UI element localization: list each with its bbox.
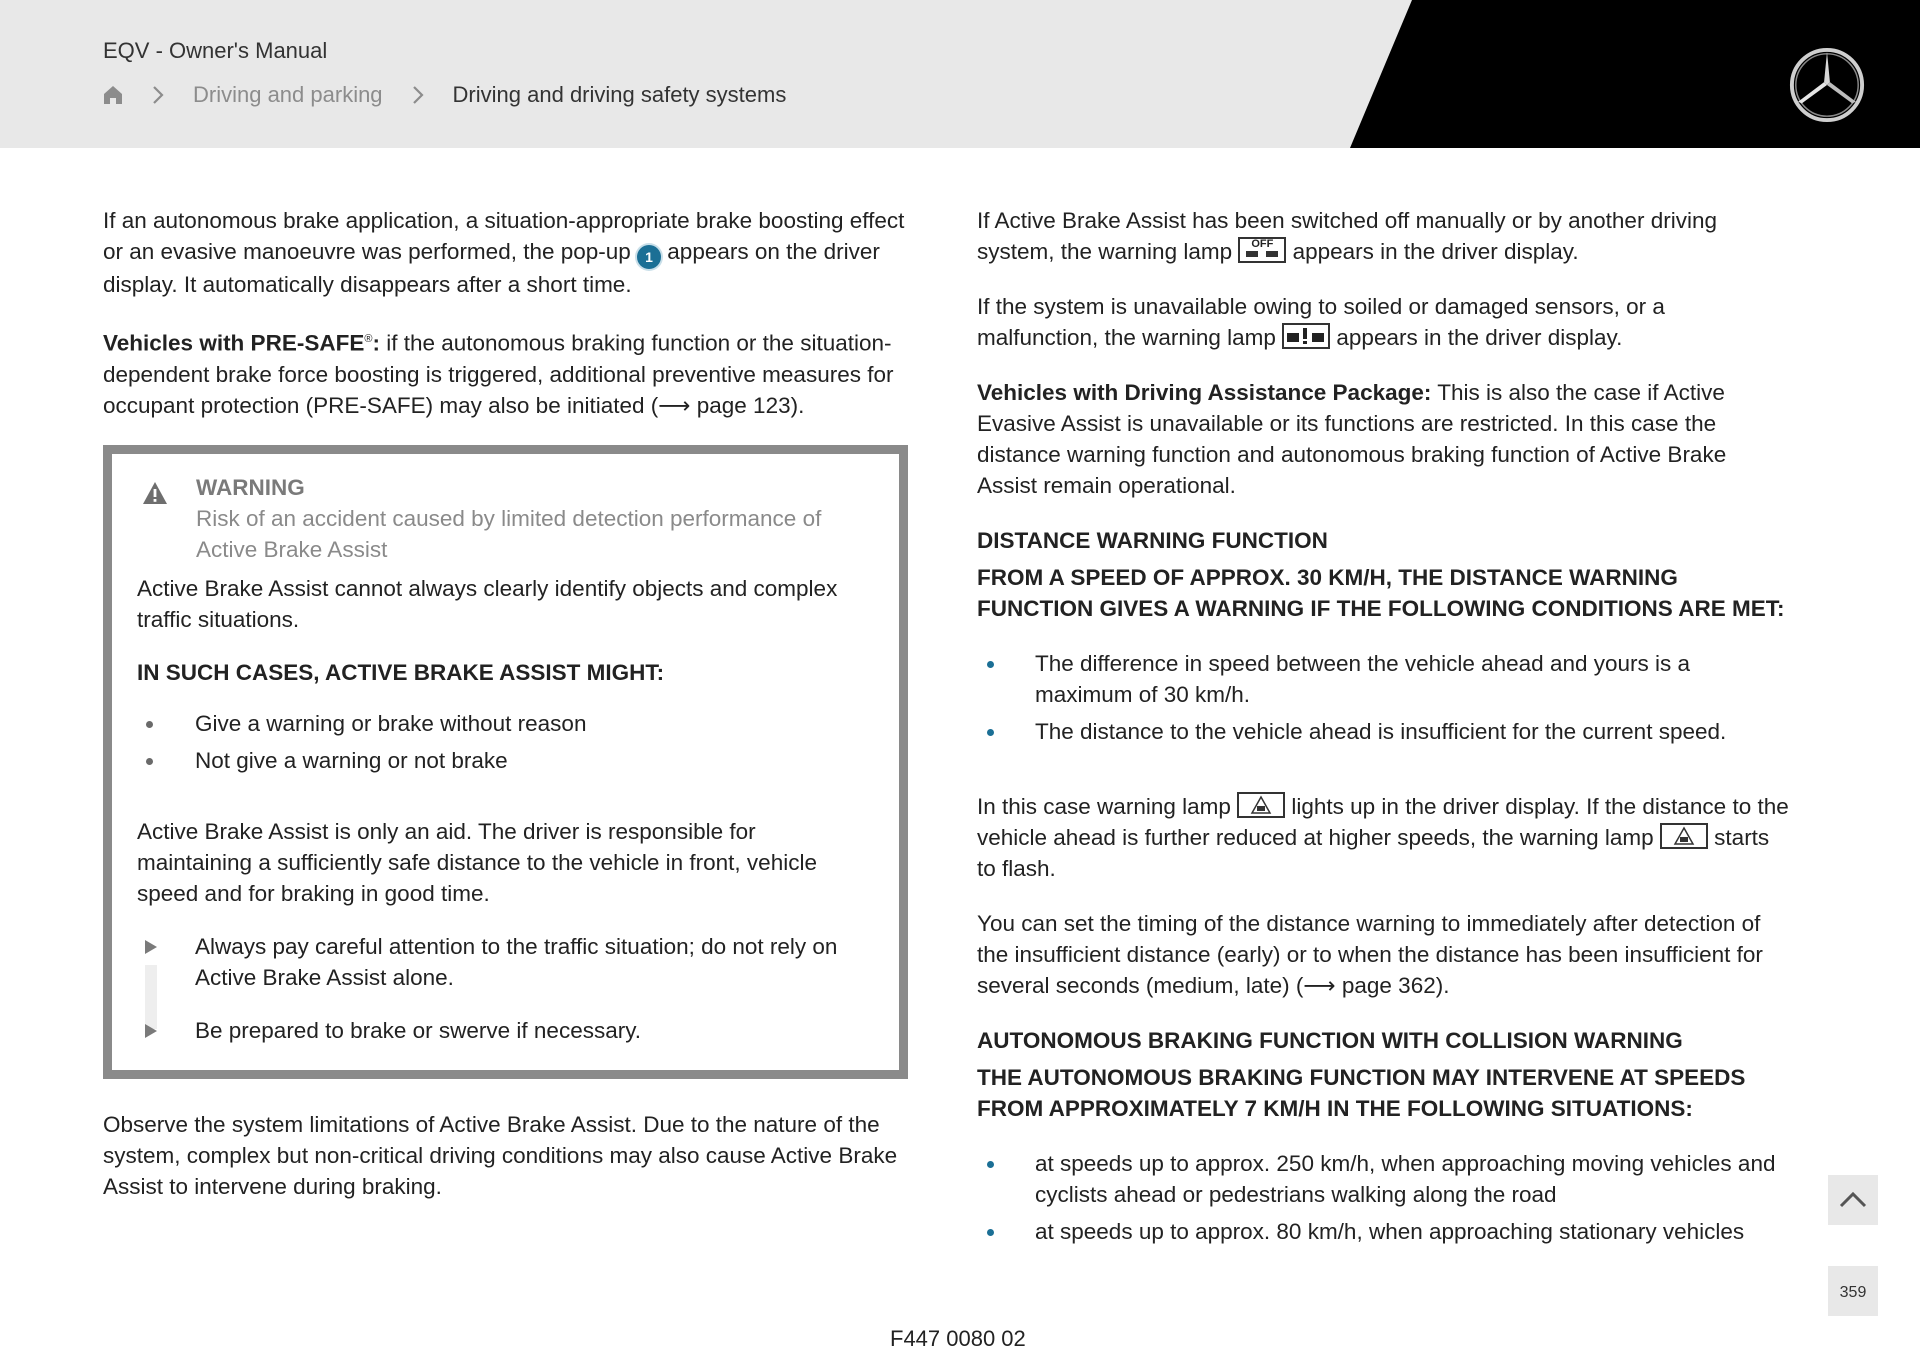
document-title: EQV - Owner's Manual [103,38,328,63]
breadcrumb-item-current: Driving and driving safety systems [452,82,787,107]
text: If Active Brake Assist has been switched off manually or by another driving system, the warning lamp [977,208,1717,264]
page-number-button[interactable]: 359 [1828,1266,1878,1316]
step-item [137,931,875,993]
warning-bullets [137,708,875,776]
list-item: The difference in speed between the vehicle ahead and yours is a maximum of 30 km/h. [977,648,1789,710]
paragraph-popup [103,205,908,300]
abs-off-warning-lamp-icon [1238,237,1286,263]
paragraph-switched-off [977,205,1789,267]
step-arrow-icon [145,940,157,954]
bold-lead: Vehicles with Driving Assistance Package: [977,380,1432,405]
list-item: Give a warning or brake without reason [137,708,875,739]
chevron-right-icon [411,85,425,105]
chevron-up-icon [1828,1175,1878,1225]
document-code: F447 0080 02 [890,1326,1026,1351]
chevron-right-icon [151,85,165,105]
bold-lead: Vehicles with PRE-SAFE [103,330,365,356]
text: lights up in the driver display. If the distance to the vehicle ahead is further reduced at higher speeds, the warning lamp [977,794,1789,850]
step-text: Be prepared to brake or swerve if necessary. [195,1017,642,1043]
autonomous-braking-bullets [977,1148,1789,1247]
home-icon[interactable] [103,85,123,105]
list-item: at speeds up to approx. 250 km/h, when approaching moving vehicles and cyclists ahead or pedestrians walking along the road [977,1148,1789,1210]
registered-mark: ® [364,333,373,345]
text: This is also the case if Active Evasive Assist is unavailable or its functions are restricted. In this case the distance warning function and autonomous braking function of Active Brake Assist remain operational. [977,380,1727,498]
warning-title: WARNING [196,474,305,500]
left-column [103,205,908,1226]
step-item [137,1015,875,1046]
header-bar [0,0,1920,148]
colon: : [372,330,380,356]
paragraph-timing: You can set the timing of the distance warning to immediately after detection of the insufficient distance (early) or to when the distance has been insufficient for several seconds (medium, late) (⟶ page 362). [977,911,1763,998]
distance-warning-lamp-icon [1237,792,1285,818]
heading-autonomous-braking: AUTONOMOUS BRAKING FUNCTION WITH COLLISION WARNING [977,1028,1683,1053]
abs-malfunction-warning-lamp-icon [1282,323,1330,349]
text: If the system is unavailable owing to soiled or damaged sensors, or a malfunction, the warning lamp [977,294,1665,350]
warning-body: Active Brake Assist is only an aid. The driver is responsible for maintaining a sufficiently safe distance to the vehicle in front, vehicle speed and for braking in good time. [137,818,817,906]
heading-distance-warning-conditions: FROM A SPEED OF APPROX. 30 KM/H, THE DISTANCE WARNING FUNCTION GIVES A WARNING IF THE FOLLOWING CONDITIONS ARE MET: [977,565,1785,621]
list-item: at speeds up to approx. 80 km/h, when approaching stationary vehicles [977,1216,1789,1247]
warning-subtitle: Risk of an accident caused by limited detection performance of Active Brake Assist [196,505,822,562]
text: appears in the driver display. [1286,239,1579,264]
list-item: Not give a warning or not brake [137,745,875,776]
warning-box [103,445,908,1079]
distance-warning-bullets [977,648,1789,747]
heading-distance-warning: DISTANCE WARNING FUNCTION [977,528,1328,553]
list-item: The distance to the vehicle ahead is insufficient for the current speed. [977,716,1789,747]
three-pointed-star-logo [1788,46,1866,124]
lamp-label: OFF [1251,238,1274,250]
scroll-to-top-button[interactable] [1828,1175,1878,1225]
heading-autonomous-braking-situations: THE AUTONOMOUS BRAKING FUNCTION MAY INTERVENE AT SPEEDS FROM APPROXIMATELY 7 KM/H IN THE FOLLOWING SITUATIONS: [977,1065,1746,1121]
step-text: Always pay careful attention to the traffic situation; do not rely on Active Brake Assist alone. [195,933,838,990]
text: starts to flash. [977,825,1770,881]
warning-triangle-icon [142,480,168,506]
warning-heading: IN SUCH CASES, ACTIVE BRAKE ASSIST MIGHT: [137,659,665,685]
text: In this case warning lamp [977,794,1238,819]
step-arrow-icon [145,1024,157,1038]
warning-header [137,472,875,565]
popup-number-icon: 1 [637,245,661,269]
paragraph-system-limitations: Observe the system limitations of Active Brake Assist. Due to the nature of the system, complex but non-critical driving conditions may also cause Active Brake Assist to intervene during braking. [103,1111,898,1199]
paragraph-pre-safe [103,324,908,421]
paragraph-warning-lamp [977,791,1789,884]
distance-warning-lamp-icon [1660,823,1708,849]
paragraph-driving-assistance [977,377,1789,501]
paragraph-unavailable [977,291,1789,353]
text: If an autonomous brake application, a situation-appropriate brake boosting effect or an evasive manoeuvre was performed, the pop-up [103,208,905,264]
warning-intro: Active Brake Assist cannot always clearly identify objects and complex traffic situations. [137,575,838,632]
warning-steps [137,931,875,1046]
text: if the autonomous braking function or the situation-dependent brake force boosting is triggered, additional preventive measures for occupant protection (PRE-SAFE) may also be initiated (⟶ page 123). [103,330,894,418]
text: appears on the driver display. It automatically disappears after a short time. [103,239,880,297]
breadcrumb [103,82,786,108]
text: appears in the driver display. [1330,325,1623,350]
right-column [977,205,1789,1271]
breadcrumb-item-driving-and-parking[interactable]: Driving and parking [193,82,383,107]
